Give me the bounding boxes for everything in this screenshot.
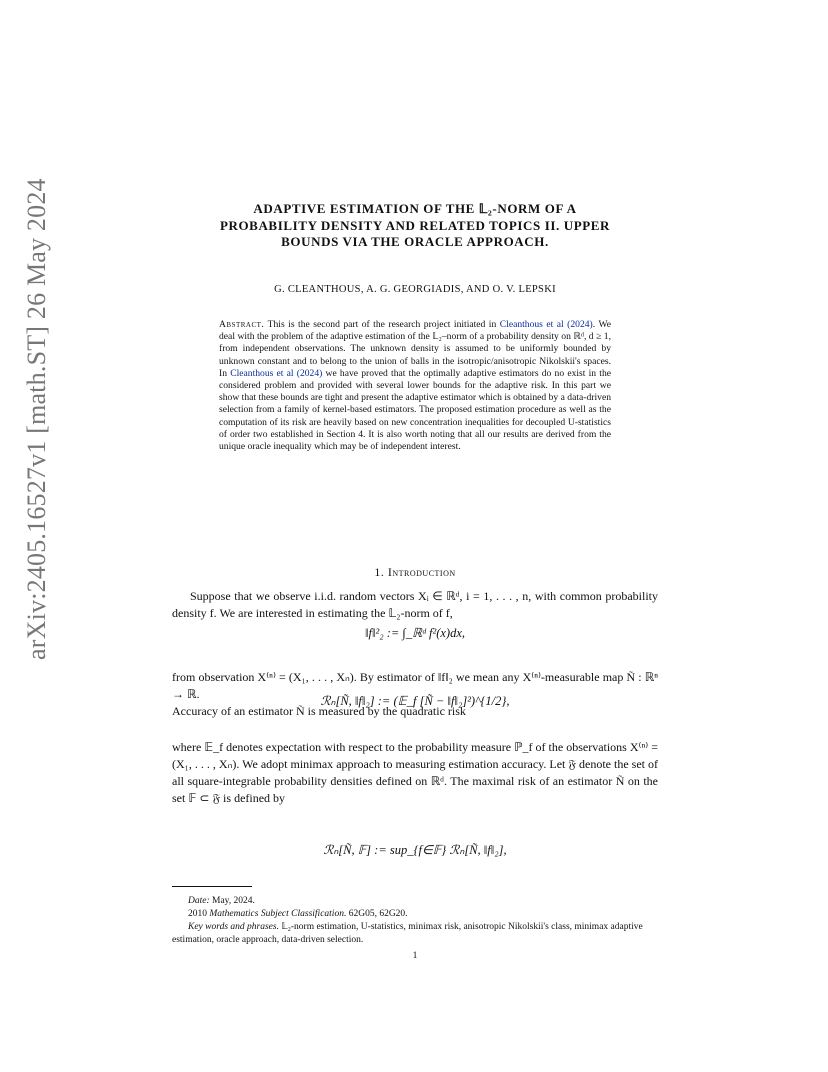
abstract-label: Abstract. [219, 319, 265, 330]
footnote-msc [172, 908, 658, 921]
citation-link[interactable]: Cleanthous et al (2024) [230, 367, 323, 379]
abstract-text-1: This is the second part of the research project initiated in [264, 319, 500, 330]
date-value: May, 2024. [209, 896, 255, 906]
msc-label: Mathematics Subject Classification. [209, 909, 347, 919]
page-number: 1 [412, 951, 418, 961]
footnotes [172, 895, 658, 947]
abstract-text-3: we have proved that the optimally adaptive estimators do no exist in the considered problem and provided with several lower bounds for the adaptive risk. In this part we show that these bounds are tight and present the adaptive estimator which is obtained by a data-driven selection from a family of kernel-based estimators. The proposed estimation procedure as well as the computation of its risk are heavily based on new concentration inequalities for decoupled U-statistics of order two established in Section 4. It is also worth noting that all our results are derived from the unique oracle inequality which may be of independent interest. [219, 367, 611, 453]
title-line-3: BOUNDS VIA THE ORACLE APPROACH. [281, 234, 549, 249]
title-line-1: ADAPTIVE ESTIMATION OF THE 𝕃₂-NORM OF A [253, 201, 577, 216]
abstract [219, 319, 611, 453]
abstract-text-2: . We deal with the problem of the adaptive estimation of the 𝕃₂–norm of a probability density on ℝᵈ, d ≥ 1, from independent observations. The unknown density is assumed to be uniformly bounded by unknown constant and to belong to the union of balls in the isotropic/anisotropic Nikolskii's spaces. In [219, 319, 612, 379]
keywords-label: Key words and phrases. [188, 922, 279, 932]
equation-risk: ℛₙ[Ñ, ‖f‖₂] := (𝔼_f [Ñ − ‖f‖₂]²)^{1/2}, [320, 694, 510, 708]
paragraph-3: Accuracy of an estimator Ñ is measured by the quadratic risk [172, 704, 466, 718]
section-heading: 1. Introduction [374, 565, 456, 579]
msc-prefix: 2010 [188, 909, 210, 919]
paragraph-2: from observation X⁽ⁿ⁾ = (X₁, . . . , Xₙ). By estimator of ‖f‖₂ we mean any X⁽ⁿ⁾-measurable map Ñ : ℝⁿ → ℝ. [172, 670, 658, 701]
msc-value: 62G05, 62G20. [346, 909, 408, 919]
paper-title [172, 201, 658, 251]
footnote-rule [172, 886, 252, 887]
paragraph-1: Suppose that we observe i.i.d. random vectors Xᵢ ∈ ℝᵈ, i = 1, . . . , n, with common probability density f. We are interested in estimating the 𝕃₂-norm of f, [172, 589, 658, 620]
paragraph-4: where 𝔼_f denotes expectation with respect to the probability measure ℙ_f of the observations X⁽ⁿ⁾ = (X₁, . . . , Xₙ). We adopt minimax approach to measuring estimation accuracy. Let 𝔉 denote the set of all square-integrable probability densities defined on ℝᵈ. The maximal risk of an estimator Ñ on the set 𝔽 ⊂ 𝔉 is defined by [172, 740, 658, 805]
equation-maximal-risk: ℛₙ[Ñ, 𝔽] := sup_{f∈𝔽} ℛₙ[Ñ, ‖f‖₂], [323, 843, 507, 857]
authors: G. CLEANTHOUS, A. G. GEORGIADIS, AND O. V. LEPSKI [274, 284, 556, 295]
arxiv-stamp: arXiv:2405.16527v1 [math.ST] 26 May 2024 [22, 178, 51, 660]
date-label: Date: [188, 896, 210, 906]
equation-norm: ‖f‖²₂ := ∫_ℝᵈ f²(x)dx, [364, 626, 466, 640]
footnote-date [172, 895, 658, 908]
footnote-keywords [172, 921, 658, 947]
citation-link[interactable]: Cleanthous et al (2024) [499, 319, 593, 330]
keywords-value: 𝕃₂-norm estimation, U-statistics, minimax risk, anisotropic Nikolskii's class, minimax adaptive estimation, oracle approach, data-driven selection. [172, 922, 643, 945]
title-line-2: PROBABILITY DENSITY AND RELATED TOPICS II. UPPER [219, 217, 611, 233]
